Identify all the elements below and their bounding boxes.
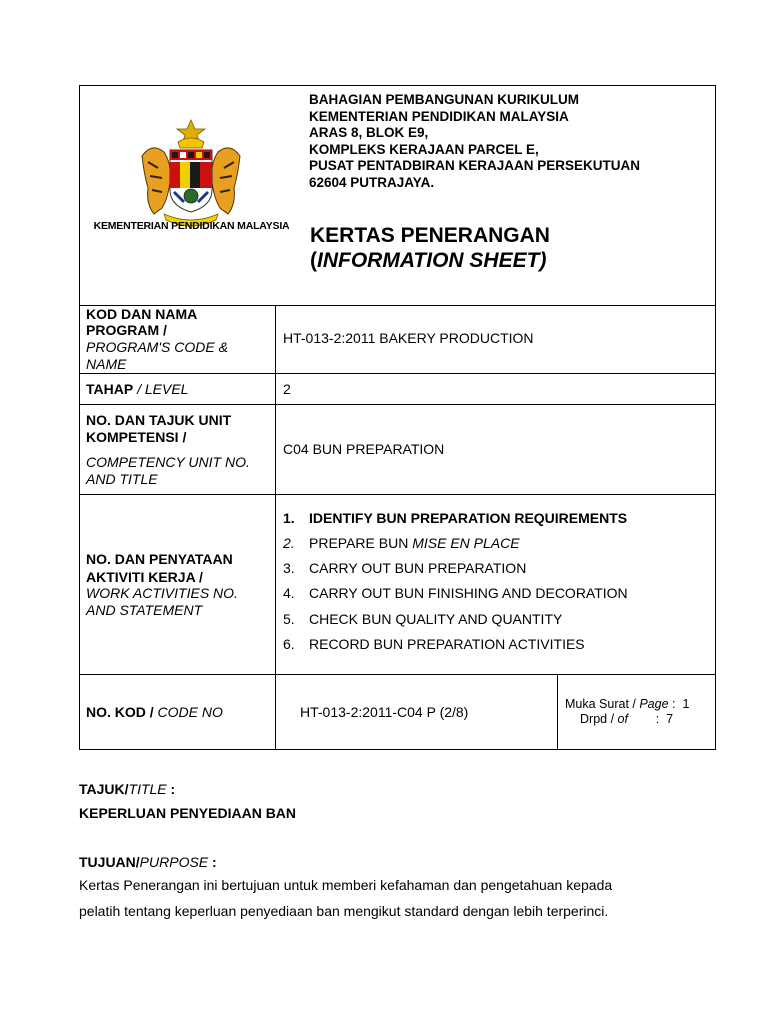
activity-item <box>283 510 627 526</box>
title-value: KEPERLUAN PENYEDIAAN BAN <box>79 805 297 821</box>
page-total-line <box>580 712 673 726</box>
title-colon: : <box>166 781 176 797</box>
title-label: TAJUK/ <box>79 781 129 797</box>
row-divider <box>79 404 716 405</box>
activities-label-en-line1: WORK ACTIVITIES NO. <box>86 585 238 601</box>
activities-label-line1: NO. DAN PENYATAAN <box>86 551 233 567</box>
column-divider <box>275 305 276 750</box>
activity-number: 2. <box>283 535 295 551</box>
address-line: ARAS 8, BLOK E9, <box>309 125 429 140</box>
activities-label-line2: AKTIVITI KERJA / <box>86 569 203 585</box>
purpose-line: pelatih tentang keperluan penyediaan ban mengikut standard dengan lebih terperinci. <box>79 903 609 919</box>
of-value: 7 <box>666 712 674 726</box>
address-line: PUSAT PENTADBIRAN KERAJAAN PERSEKUTUAN <box>309 158 641 173</box>
code-label <box>86 704 223 720</box>
activity-text: CHECK BUN QUALITY AND QUANTITY <box>309 611 563 627</box>
address-line: KEMENTERIAN PENDIDIKAN MALAYSIA <box>309 108 569 124</box>
program-label-line1: KOD DAN NAMA <box>86 306 198 322</box>
purpose-heading <box>79 854 217 870</box>
activity-number: 1. <box>283 510 295 526</box>
title-heading <box>79 781 175 797</box>
row-divider <box>79 494 716 495</box>
code-label-en: CODE NO <box>153 704 223 720</box>
row-divider <box>79 373 716 374</box>
activity-item <box>283 611 562 627</box>
program-label-en-line1: PROGRAM'S CODE & <box>86 339 228 355</box>
column-divider <box>557 674 558 750</box>
activity-number: 4. <box>283 585 295 601</box>
ministry-caption: KEMENTERIAN PENDIDIKAN MALAYSIA <box>93 220 290 232</box>
document-subtitle <box>310 248 546 273</box>
unit-label-en-line2: AND TITLE <box>86 471 158 487</box>
page-number-line <box>565 697 689 711</box>
purpose-line: Kertas Penerangan ini bertujuan untuk memberi kefahaman dan pengetahuan kepada <box>79 877 613 893</box>
subtitle-paren: ( <box>310 249 317 272</box>
level-value: 2 <box>283 381 291 397</box>
of-label-en: of <box>617 712 628 726</box>
address-block <box>309 92 640 191</box>
of-sep: : <box>627 712 667 726</box>
row-divider <box>79 674 716 675</box>
activity-text: RECORD BUN PREPARATION ACTIVITIES <box>309 636 585 652</box>
level-label-en: / LEVEL <box>133 381 189 397</box>
level-label-ms: TAHAP <box>86 381 134 397</box>
activity-item <box>283 585 628 601</box>
purpose-label: TUJUAN/ <box>79 854 140 870</box>
address-line: 62604 PUTRAJAYA. <box>309 174 435 190</box>
level-label <box>86 381 188 397</box>
unit-label-line2: KOMPETENSI / <box>86 429 187 445</box>
activity-text-italic: MISE EN PLACE <box>412 535 520 551</box>
activity-number: 5. <box>283 611 295 627</box>
page-label: Muka Surat / <box>565 697 640 711</box>
unit-label-en-line1: COMPETENCY UNIT NO. <box>86 454 250 470</box>
page-label-en: Page <box>639 697 669 711</box>
purpose-colon: : <box>208 854 217 870</box>
unit-label-line1: NO. DAN TAJUK UNIT <box>86 412 232 428</box>
address-line: KOMPLEKS KERAJAAN PARCEL E, <box>309 141 539 157</box>
page-value: 1 <box>682 697 690 711</box>
activity-text: CARRY OUT BUN PREPARATION <box>309 560 527 576</box>
document-title: KERTAS PENERANGAN <box>310 224 550 247</box>
of-label: Drpd / <box>580 712 618 726</box>
activity-item <box>283 535 520 551</box>
program-value: HT-013-2:2011 BAKERY PRODUCTION <box>283 330 534 346</box>
activity-item <box>283 560 526 576</box>
subtitle-italic: INFORMATION SHEET) <box>317 249 547 272</box>
activity-item <box>283 636 585 652</box>
activity-text: PREPARE BUN <box>309 535 413 551</box>
activity-number: 3. <box>283 560 295 576</box>
purpose-label-en: PURPOSE <box>139 854 209 870</box>
code-value: HT-013-2:2011-C04 P (2/8) <box>300 704 469 720</box>
activity-text: CARRY OUT BUN FINISHING AND DECORATION <box>309 585 628 601</box>
program-label-line2: PROGRAM / <box>86 322 167 338</box>
page-sep: : <box>668 697 683 711</box>
activity-number: 6. <box>283 636 295 652</box>
code-label-ms: NO. KOD / <box>86 704 154 720</box>
activities-label-en-line2: AND STATEMENT <box>86 602 203 618</box>
address-line: BAHAGIAN PEMBANGUNAN KURIKULUM <box>309 92 579 107</box>
program-label-en-line2: NAME <box>86 356 127 372</box>
title-label-en: TITLE <box>128 781 167 797</box>
activity-text: IDENTIFY BUN PREPARATION REQUIREMENTS <box>309 510 628 526</box>
unit-value: C04 BUN PREPARATION <box>283 441 445 457</box>
